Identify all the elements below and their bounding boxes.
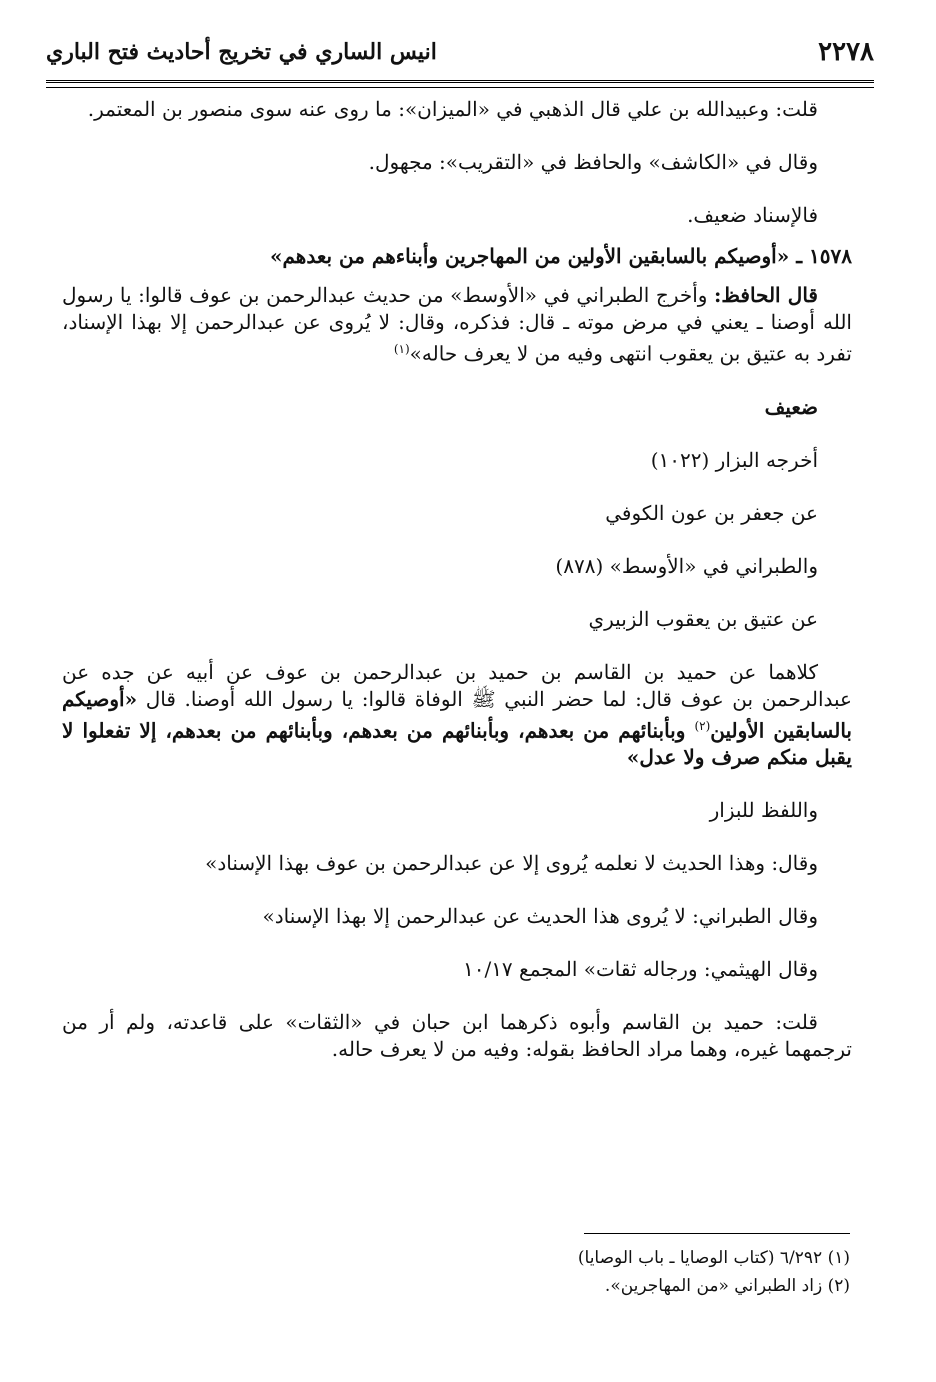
page-header (46, 28, 874, 76)
source-atiq: عن عتيق بن يعقوب الزبيري (588, 606, 818, 631)
footnote-2: (٢) زاد الطبراني «من المهاجرين». (604, 1276, 850, 1296)
footnotes (250, 1244, 850, 1300)
footnote-ref-1[interactable]: (١) (393, 342, 410, 356)
footnote-1: (١) ٦/٢٩٢ (كتاب الوصايا ـ باب الوصايا) (577, 1248, 850, 1268)
hafiz-label: قال الحافظ: (714, 283, 818, 307)
chain-text: كلاهما عن حميد بن القاسم بن حميد بن عبدالرحمن بن عوف عن أبيه عن جده عن عبدالرحمن بن عوف قال: لما حضر النبي ﷺ الوفاة قالوا: يا رسول الله أوصنا. قال (62, 659, 852, 711)
footnote-ref-2[interactable]: (٢) (694, 718, 711, 733)
page-number: ٢٢٧٨ (818, 37, 874, 67)
paragraph-mizan: قلت: وعبيدالله بن علي قال الذهبي في «الميزان»: ما روى عنه سوى منصور بن المعتمر. (87, 97, 818, 121)
tabarani-quote: وقال الطبراني: لا يُروى هذا الحديث عن عبدالرحمن إلا بهذا الإسناد» (262, 904, 818, 929)
lafz-note: واللفظ للبزار (709, 798, 818, 823)
footnote-divider (584, 1233, 850, 1234)
haythami-quote: وقال الهيثمي: ورجاله ثقات» المجمع ١٠/١٧ (462, 957, 818, 982)
final-paragraph: قلت: حميد بن القاسم وأبوه ذكرهما ابن حبان في «الثقات» على قاعدته، ولم أر من ترجمهما غيره، وهما مراد الحافظ بقوله: وفيه من لا يعرف حاله. (62, 1010, 852, 1062)
matn-part-1: «أوصيكم بالسابقين الأولين (62, 686, 852, 743)
hadith-title: ١٥٧٨ ـ «أوصيكم بالسابقين الأولين من المهاجرين وأبناءهم من بعدهم» (269, 244, 852, 268)
page-body (62, 96, 852, 1089)
source-bazzar: أخرجه البزار (١٠٢٢) (650, 447, 818, 472)
paragraph-conclusion: فالإسناد ضعيف. (687, 203, 818, 227)
source-jafar: عن جعفر بن عون الكوفي (605, 500, 818, 525)
book-title: انيس الساري في تخريج أحاديث فتح الباري (46, 39, 437, 65)
chain-paragraph (62, 659, 852, 772)
source-tabarani: والطبراني في «الأوسط» (٨٧٨) (555, 553, 818, 578)
header-divider (46, 80, 874, 88)
hafiz-paragraph (62, 282, 852, 368)
paragraph-kashif: وقال في «الكاشف» والحافظ في «التقريب»: مجهول. (368, 150, 818, 174)
matn-part-2: وبأبنائهم من بعدهم، وبأبنائهم من بعدهم، وبأبنائهم من بعدهم، إلا تفعلوا لا يقبل منكم صرف ولا عدل» (62, 718, 852, 770)
bazzar-quote: وقال: وهذا الحديث لا نعلمه يُروى إلا عن عبدالرحمن بن عوف بهذا الإسناد» (205, 851, 818, 876)
grade: ضعيف (764, 394, 818, 419)
hafiz-text: وأخرج الطبراني في «الأوسط» من حديث عبدالرحمن بن عوف قالوا: يا رسول الله أوصنا ـ يعني في مرض موته ـ قال: فذكره، وقال: لا يُروى عن عبدالرحمن إلا بهذا الإسناد، تفرد به عتيق بن يعقوب انتهى وفيه من لا يعرف حاله» (62, 283, 852, 366)
